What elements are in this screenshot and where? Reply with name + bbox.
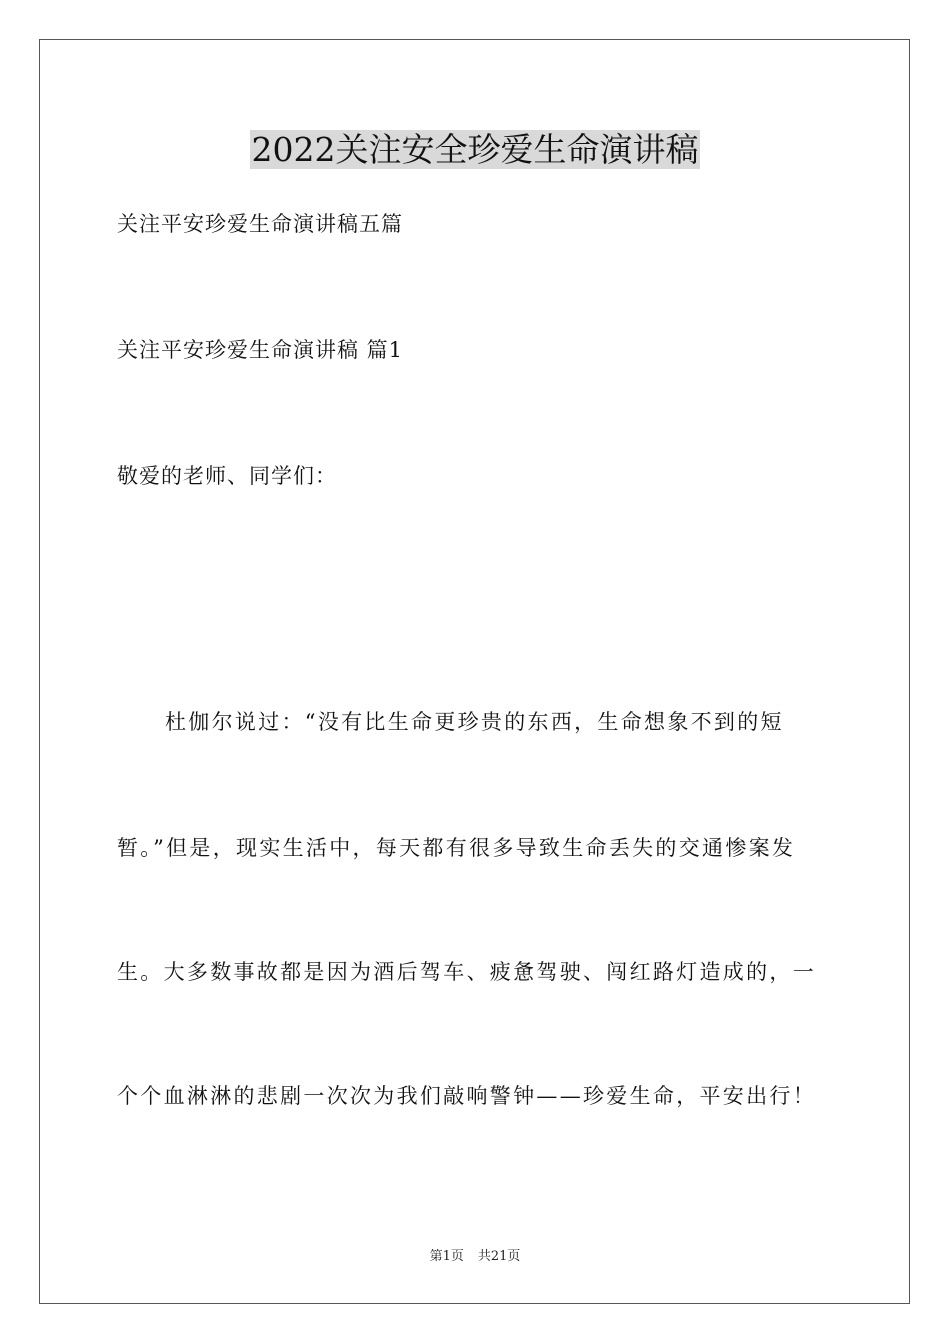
document-title [0,128,950,172]
salutation: 敬爱的老师、同学们： [117,464,337,488]
section-heading: 关注平安珍爱生命演讲稿 篇1 [117,338,404,362]
paragraph-line: 暂。”但是，现实生活中，每天都有很多导致生命丢失的交通惨案发 [117,836,796,860]
page-footer [0,1248,950,1266]
paragraph-line: 杜伽尔说过：“没有比生命更珍贵的东西，生命想象不到的短 [165,710,784,734]
document-title-text: 2022关注安全珍爱生命演讲稿 [251,130,699,169]
paragraph-line: 生。大多数事故都是因为酒后驾车、疲惫驾驶、闯红路灯造成的，一 [117,960,816,984]
paragraph-line: 个个血淋淋的悲剧一次次为我们敲响警钟——珍爱生命，平安出行！ [117,1084,816,1108]
document-subtitle: 关注平安珍爱生命演讲稿五篇 [117,212,403,236]
page-total: 共21页 [477,1249,521,1264]
page-number: 第1页 [429,1249,464,1264]
